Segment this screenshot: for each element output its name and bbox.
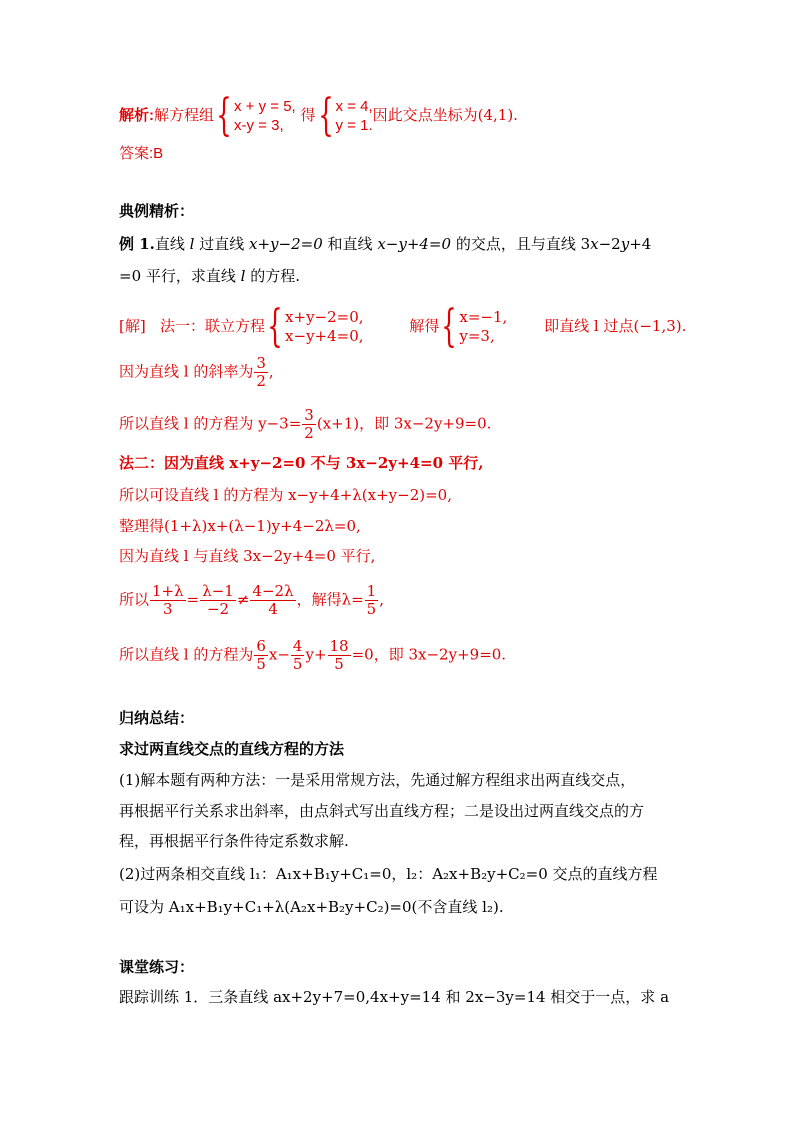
system-2: [336, 97, 373, 135]
method1-line: [119, 301, 687, 352]
example-text: +4: [629, 235, 652, 253]
fraction-num: λ−1: [202, 582, 234, 600]
solution-label: 解析:: [119, 107, 154, 124]
fraction-den: 5: [334, 655, 344, 673]
equation-fraction: [302, 407, 316, 442]
solution-text1: 解方程组: [154, 106, 215, 124]
summary-p1-line2: 再根据平行关系求出斜率，由点斜式写出直线方程；二是设出过两直线交点的方: [119, 802, 645, 820]
method2-line-3: 整理得(1+λ)x+(λ−1)y+4−2λ=0,: [119, 517, 361, 535]
brace-3: {: [267, 301, 283, 352]
summary-title: 归纳总结：: [119, 709, 195, 727]
fraction-num: 4: [292, 637, 303, 655]
example-text: 的交点，且与直线 3: [451, 235, 591, 253]
slope-text: ,: [268, 362, 274, 381]
method1-text: 即直线 l 过点(−1,3).: [544, 317, 687, 335]
summary-p1-line1: (1)解本题有两种方法：一是采用常规方法，先通过解方程组求出两直线交点，: [119, 771, 636, 789]
method2-text: 所以直线 l 的方程为: [119, 645, 254, 664]
practice-title: 课堂练习：: [119, 958, 195, 976]
equation-text: 所以直线 l 的方程为 y−3=: [119, 414, 302, 433]
summary-p1-line3: 程，再根据平行条件待定系数求解.: [119, 832, 349, 850]
summary-subtitle: 求过两直线交点的直线方程的方法: [119, 740, 345, 758]
fraction-num: 1: [366, 582, 377, 600]
answer-line: 答案:B: [119, 145, 164, 162]
system-4: [459, 308, 539, 346]
system-1-eq2: x-y = 3,: [234, 117, 284, 134]
method2-text: ,: [379, 590, 384, 609]
fraction-num: 3: [256, 354, 266, 372]
method2-line-6: [119, 638, 506, 673]
method1-text: 法一：联立方程: [160, 317, 266, 335]
method2-line-2: 所以可设直线 l 的方程为 x−y+4+λ(x+y−2)=0,: [119, 486, 452, 504]
example-var-l: l: [189, 235, 195, 253]
fraction-num: 6: [256, 637, 266, 655]
system-3-eq1: x+y−2=0,: [285, 308, 364, 326]
example-var-l: l: [240, 267, 246, 285]
fraction-den: 2: [304, 424, 314, 442]
fraction-den: −2: [206, 600, 230, 618]
system-3: [285, 308, 395, 346]
fraction-2: [200, 583, 236, 618]
brace-2: {: [317, 90, 334, 141]
example-var: y: [620, 235, 630, 253]
example-eq1: x+y−2=0: [249, 235, 323, 253]
brace-4: {: [441, 301, 458, 352]
fraction-den: 5: [366, 600, 377, 618]
solution-line: [119, 90, 518, 141]
system-1-eq1: x + y = 5,: [234, 98, 296, 115]
fraction-num: 3: [304, 406, 314, 424]
example-text: 的方程.: [245, 267, 301, 285]
fraction-5: [254, 638, 268, 673]
fraction-den: 2: [256, 372, 266, 390]
slope-text: 因为直线 l 的斜率为: [119, 362, 254, 381]
system-3-eq2: x−y+4=0,: [285, 327, 364, 345]
system-2-eq2: y = 1.: [335, 117, 373, 134]
fraction-3: [250, 583, 295, 618]
fraction-den: 5: [256, 655, 266, 673]
method2-line-4: 因为直线 l 与直线 3x−2y+4=0 平行,: [119, 547, 376, 565]
summary-p2-line2: 可设为 A₁x+B₁y+C₁+λ(A₂x+B₂y+C₂)=0(不含直线 l₂).: [119, 898, 504, 916]
method2-text: x−: [268, 645, 290, 664]
method1-text: 解得: [409, 317, 440, 335]
fraction-den: 4: [268, 600, 278, 618]
method1-label: [解]: [119, 317, 146, 335]
system-4-eq1: x=−1,: [459, 308, 508, 326]
fraction-num: 1+λ: [152, 582, 184, 600]
example-line-1: [119, 234, 651, 254]
fraction-num: 4−2λ: [252, 582, 294, 600]
method2-line-5: [119, 583, 384, 618]
slope-fraction: [254, 355, 268, 390]
method2-label: 法二：因为直线 x+y−2=0 不与 3x−2y+4=0 平行,: [119, 454, 484, 472]
method2-text: ，解得λ=: [296, 590, 364, 609]
practice-text: 跟踪训练 1．三条直线 ax+2y+7=0,4x+y=14 和 2x−3y=14 相交于一点，求 a: [119, 988, 670, 1006]
brace-1: {: [216, 90, 232, 141]
method2-text: 所以: [119, 590, 150, 609]
example-var: x: [590, 235, 599, 253]
summary-p2-line1: (2)过两条相交直线 l₁：A₁x+B₁y+C₁=0，l₂：A₂x+B₂y+C₂=0 交点的直线方程: [119, 865, 658, 883]
equation-text: (x+1)，即 3x−2y+9=0.: [316, 414, 492, 433]
section-title-examples: 典例精析：: [119, 202, 195, 220]
example-text: 直线: [154, 235, 190, 253]
system-1: [234, 97, 296, 135]
not-equals-sign: ≠: [236, 590, 250, 609]
solution-text2: 得: [300, 106, 316, 124]
method2-line-1: [119, 453, 483, 473]
equation-line: [119, 407, 491, 442]
example-text: 过直线: [194, 235, 250, 253]
fraction-den: 3: [163, 600, 173, 618]
fraction-4: [365, 583, 379, 618]
fraction-1: [150, 583, 186, 618]
example-text: −2: [598, 235, 621, 253]
equals-sign: =: [186, 590, 200, 609]
example-line-2: [119, 266, 300, 286]
fraction-den: 5: [292, 655, 303, 673]
fraction-7: [328, 638, 351, 673]
example-eq2: x−y+4=0: [377, 235, 452, 253]
fraction-num: 18: [329, 637, 349, 655]
solution-text3: 因此交点坐标为(4,1).: [372, 106, 518, 124]
example-text: =0 平行，求直线: [119, 267, 241, 285]
example-label: 例 1.: [119, 235, 155, 253]
method2-text: =0，即 3x−2y+9=0.: [351, 645, 507, 664]
system-2-eq1: x = 4,: [335, 98, 373, 115]
system-4-eq2: y=3,: [459, 327, 495, 345]
method2-text: y+: [305, 645, 327, 664]
fraction-6: [291, 638, 305, 673]
example-text: 和直线: [322, 235, 378, 253]
slope-line: [119, 355, 274, 390]
